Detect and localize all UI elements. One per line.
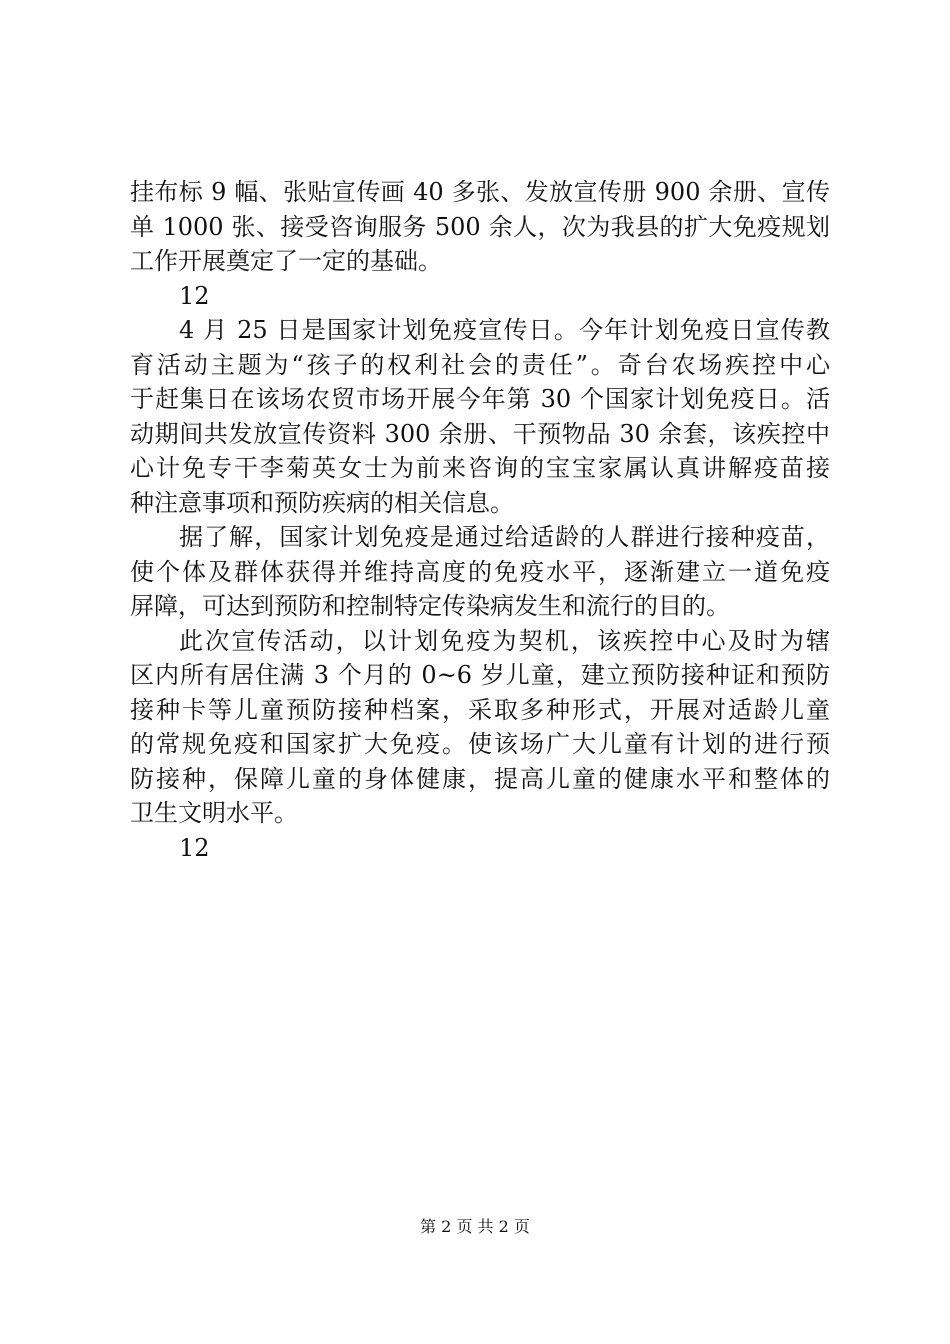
page-footer [0, 1217, 950, 1237]
page-number-label: 第 2 页 共 2 页 [420, 1217, 530, 1236]
text-line: 于赶集日在该场农贸市场开展今年第 30 个国家计划免疫日。活 [130, 385, 830, 413]
text-line: 4 月 25 日是国家计划免疫宣传日。今年计划免疫日宣传教 [179, 316, 830, 344]
text-line: 工作开展奠定了一定的基础。 [130, 247, 442, 275]
text-line: 卫生文明水平。 [130, 799, 298, 827]
text-line: 的常规免疫和国家扩大免疫。使该场广大儿童有计划的进行预 [130, 730, 830, 758]
text-line: 育活动主题为“孩子的权利社会的责任”。奇台农场疾控中心 [130, 350, 830, 379]
text-line: 防接种，保障儿童的身体健康，提高儿童的健康水平和整体的 [130, 764, 830, 793]
paragraph [130, 520, 830, 624]
text-line: 12 [179, 281, 210, 310]
paragraph [130, 279, 830, 314]
text-line: 挂布标 9 幅、张贴宣传画 40 多张、发放宣传册 900 余册、宣传 [130, 178, 830, 206]
text-line: 动期间共发放宣传资料 300 余册、干预物品 30 余套，该疾控中 [130, 419, 830, 448]
text-line: 单 1000 张、接受咨询服务 500 余人，次为我县的扩大免疫规划 [130, 212, 830, 241]
paragraph [130, 313, 830, 520]
text-line: 接种卡等儿童预防接种档案，采取多种形式，开展对适龄儿童 [130, 695, 830, 724]
text-line: 据了解，国家计划免疫是通过给适龄的人群进行接种疫苗， [179, 523, 830, 551]
text-line: 屏障，可达到预防和控制特定传染病发生和流行的目的。 [130, 592, 730, 620]
paragraph [130, 175, 830, 279]
text-line: 12 [179, 833, 210, 862]
text-line: 此次宣传活动，以计划免疫为契机，该疾控中心及时为辖 [179, 626, 830, 655]
paragraph [130, 624, 830, 831]
text-line: 心计免专干李菊英女士为前来咨询的宝宝家属认真讲解疫苗接 [130, 454, 830, 482]
paragraph [130, 831, 830, 866]
text-line: 区内所有居住满 3 个月的 0~6 岁儿童，建立预防接种证和预防 [130, 661, 830, 689]
document-body [130, 175, 830, 865]
text-line: 使个体及群体获得并维持高度的免疫水平，逐渐建立一道免疫 [130, 557, 830, 586]
text-line: 种注意事项和预防疾病的相关信息。 [130, 488, 514, 517]
